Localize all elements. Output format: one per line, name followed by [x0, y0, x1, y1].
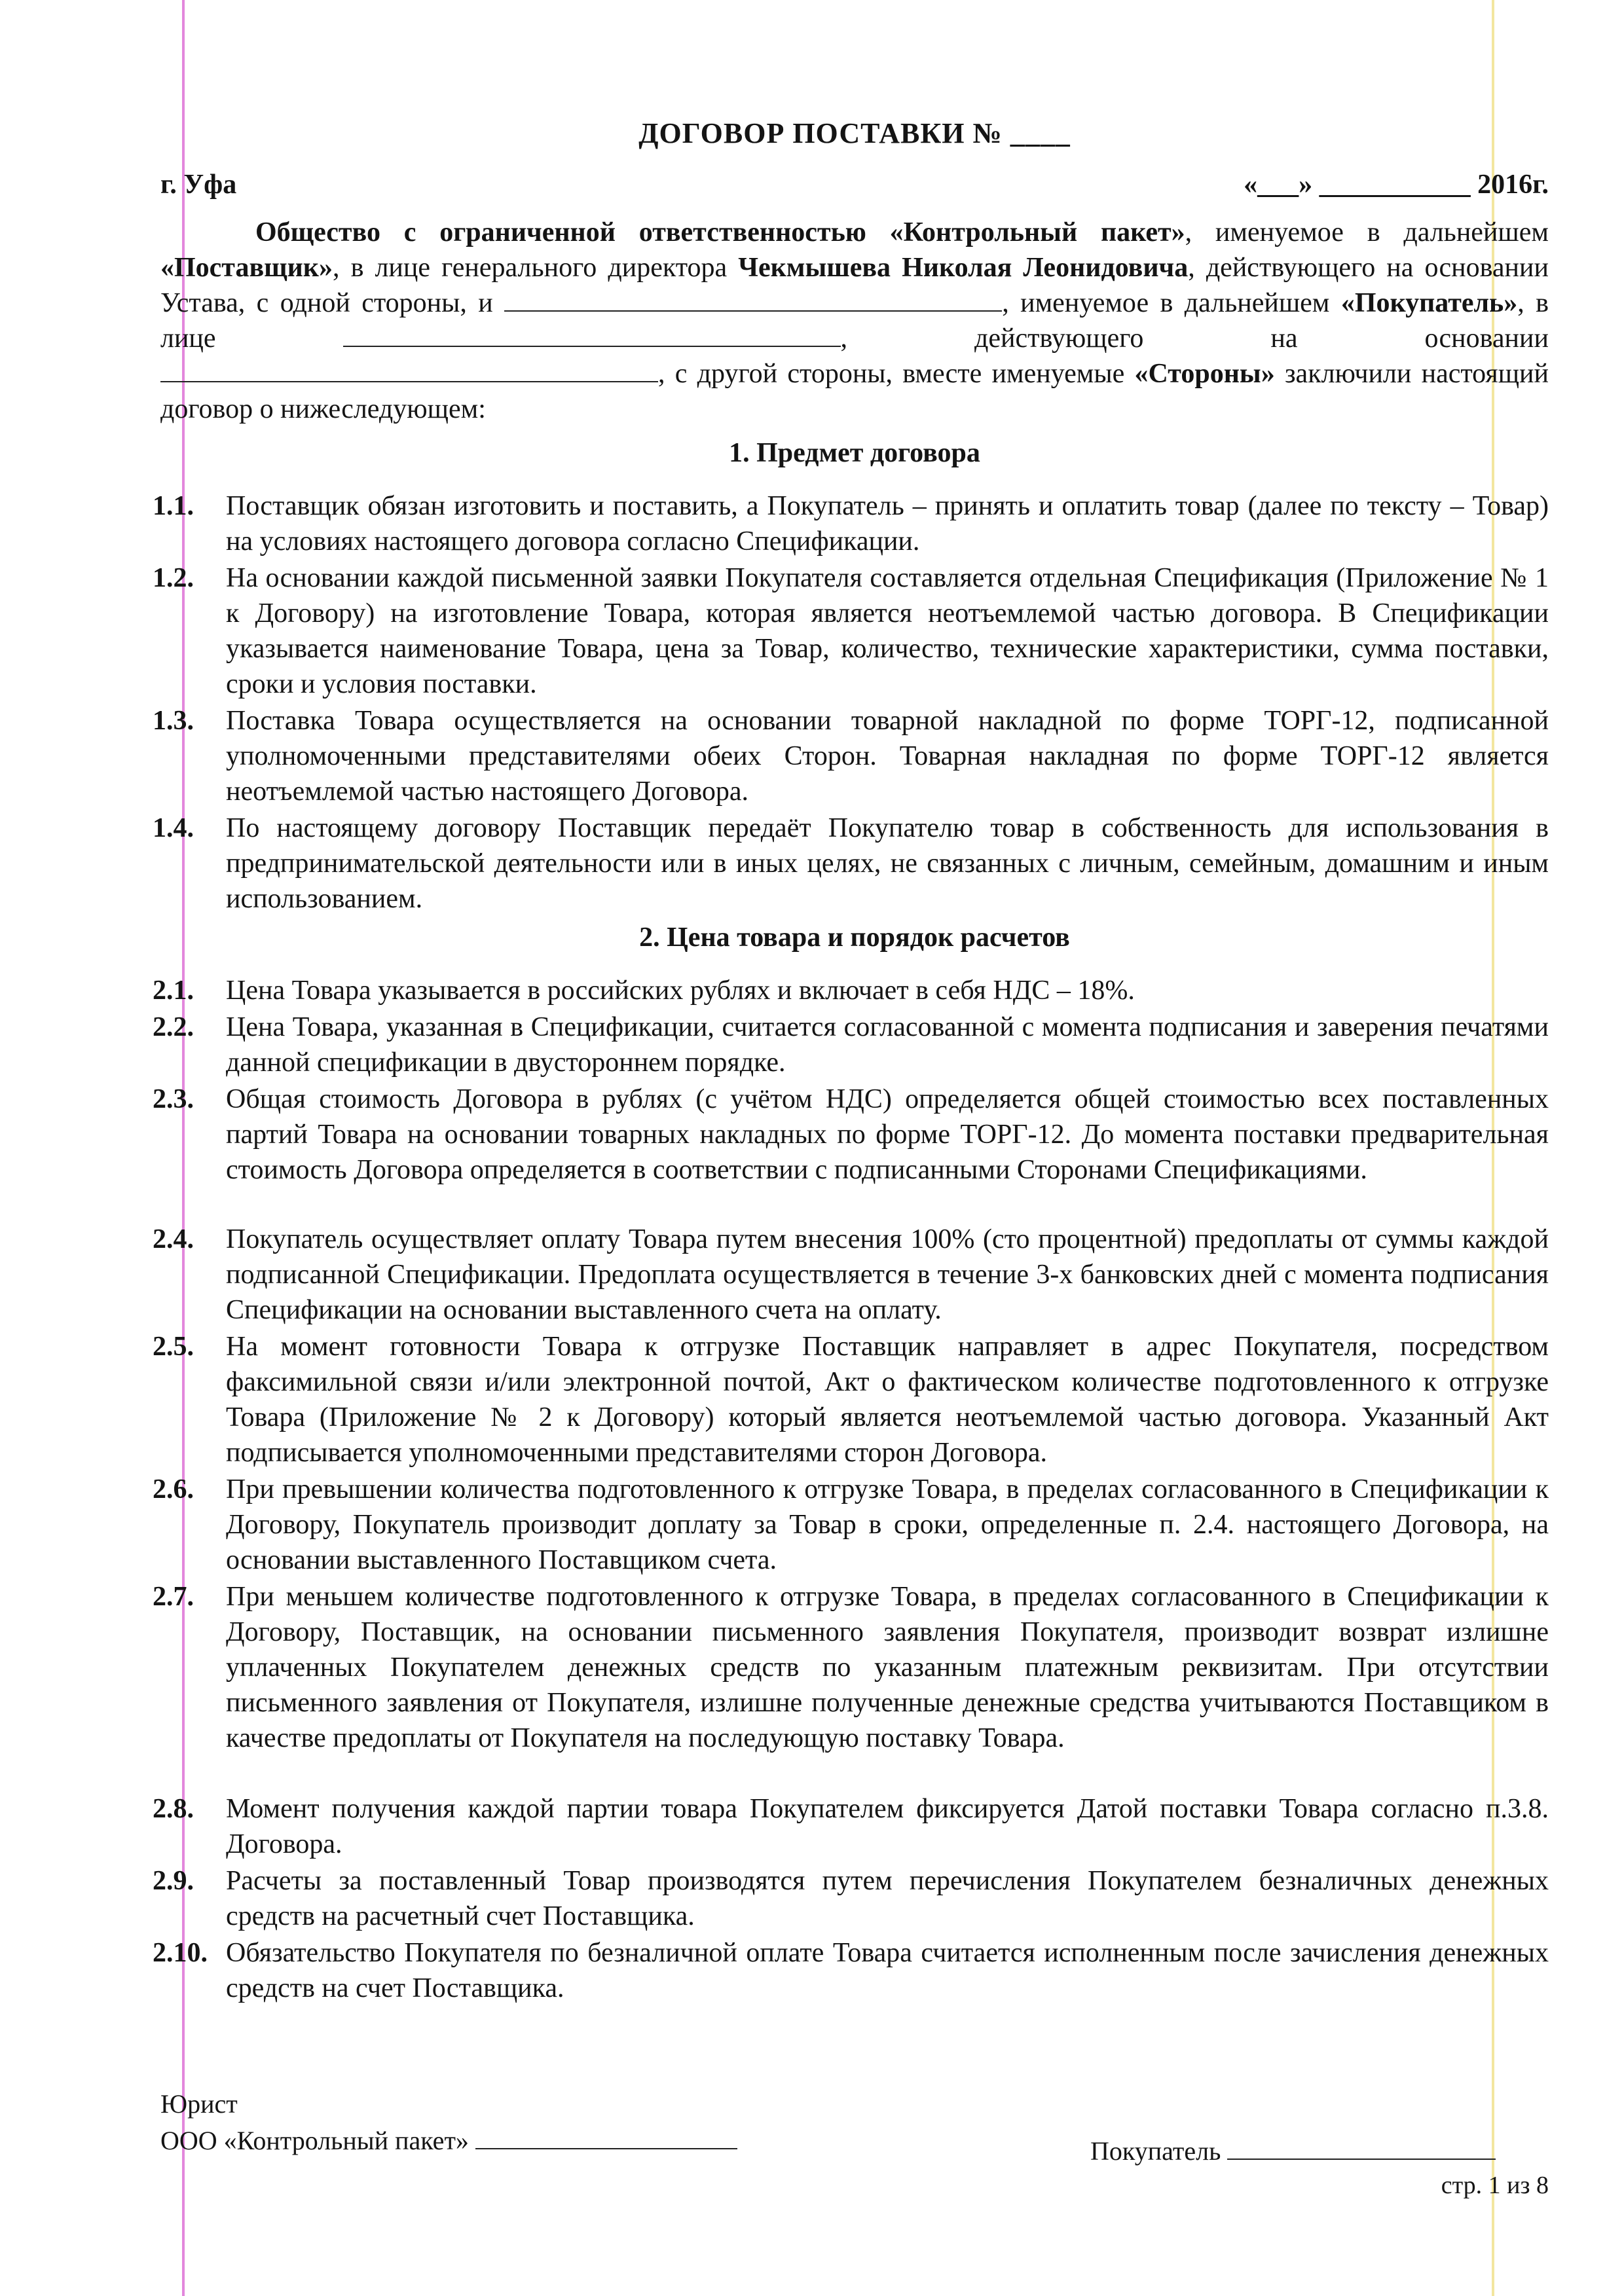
preamble-text: , действующего на основании — [840, 323, 1549, 354]
preamble-text: , действующего на основании Устава, с одной стороны, и — [160, 253, 1549, 318]
parties-term: «Стороны» — [1134, 359, 1275, 389]
buyer-term: «Покупатель» — [1340, 288, 1518, 318]
preamble-text: , в лице — [160, 288, 1549, 354]
preamble — [160, 215, 1549, 427]
clause-number: 2.7. — [153, 1582, 194, 1612]
clause-text: Общая стоимость Договора в рублях (с учётом НДС) определяется общей стоимостью всех поставленных партий Товара на основании товарных накладных по форме ТОРГ-12. До момента поставки предварительная стоимость Договора определяется в соответствии с подписанными Сторонами Спецификациями. — [226, 1084, 1549, 1185]
clause — [153, 1472, 1549, 1578]
clause-number: 2.9. — [153, 1866, 194, 1896]
basis-blank[interactable] — [160, 361, 658, 382]
clause — [153, 1863, 1549, 1934]
clause-number: 1.3. — [153, 706, 194, 736]
supplier-signature-line[interactable] — [475, 2128, 737, 2149]
clause — [153, 973, 1549, 1008]
clause — [153, 488, 1549, 559]
clause-text: По настоящему договору Поставщик передаёт Покупателю товар в собственность для использования в предпринимательской деятельности или в иных целях, не связанных с личным, семейным, домашним и иным использованием. — [226, 813, 1549, 914]
company-name: ООО «Контрольный пакет» — [160, 2126, 469, 2155]
clause-number: 2.6. — [153, 1474, 194, 1504]
preamble-text: , с другой стороны, вместе именуемые — [658, 359, 1135, 389]
buyer-name-blank[interactable] — [504, 291, 1002, 312]
clause — [153, 1082, 1549, 1188]
clause-number: 1.2. — [153, 563, 194, 593]
clause-number: 2.5. — [153, 1332, 194, 1362]
clause-number: 2.2. — [153, 1012, 194, 1042]
clause-text: Поставщик обязан изготовить и поставить, а Покупатель – принять и оплатить товар (далее по тексту – Товар) на условиях настоящего договора согласно Спецификации. — [226, 491, 1549, 556]
section-heading-2: 2. Цена товара и порядок расчетов — [639, 922, 1070, 953]
supplier-name: Общество с ограниченной ответственностью «Контрольный пакет» — [255, 217, 1185, 247]
clause-number: 2.8. — [153, 1794, 194, 1824]
section-heading-1: 1. Предмет договора — [729, 438, 980, 468]
clause — [153, 560, 1549, 702]
buyer-signature-line[interactable] — [1227, 2139, 1496, 2160]
signature-company — [160, 2125, 737, 2156]
contract-date: «___» ___________ 2016г. — [1244, 170, 1549, 200]
buyer-signature — [1090, 2136, 1496, 2166]
buyer-representative-blank[interactable] — [343, 326, 841, 347]
director-name: Чекмышева Николая Леонидовича — [738, 253, 1189, 283]
signature-role: Юрист — [160, 2089, 238, 2119]
clause — [153, 1222, 1549, 1328]
clause-text: При меньшем количестве подготовленного к отгрузке Товара, в пределах согласованного в Спецификации к Договору, Поставщик, на основании письменного заявления Покупателя, производит возврат излишне уплаченных Покупателем денежных средств по указанным платежным реквизитам. При отсутствии письменного заявления от Покупателя, излишне полученные денежные средства учитываются Поставщиком в качестве предоплаты от Покупателя на последующую поставку Товара. — [226, 1582, 1549, 1753]
clause-text: На момент готовности Товара к отгрузке Поставщик направляет в адрес Покупателя, посредством факсимильной связи и/или электронной почтой, Акт о фактическом количестве подготовленного к отгрузке Товара (Приложение № 2 к Договору) который является неотъемлемой частью договора. Указанный Акт подписывается уполномоченными представителями сторон Договора. — [226, 1332, 1549, 1468]
preamble-text: , в лице генерального директора — [333, 253, 739, 283]
clause-text: Обязательство Покупателя по безналичной оплате Товара считается исполненным после зачисления денежных средств на счет Поставщика. — [226, 1938, 1549, 2003]
clause-number: 2.4. — [153, 1224, 194, 1254]
city: г. Уфа — [160, 170, 237, 200]
clause-number: 1.1. — [153, 491, 194, 521]
clause-text: Момент получения каждой партии товара Покупателем фиксируется Датой поставки Товара согласно п.3.8. Договора. — [226, 1794, 1549, 1859]
clause-text: Расчеты за поставленный Товар производятся путем перечисления Покупателем безналичных денежных средств на расчетный счет Поставщика. — [226, 1866, 1549, 1931]
clause — [153, 1579, 1549, 1756]
preamble-text: , именуемое в дальнейшем — [1002, 288, 1341, 318]
clause-text: На основании каждой письменной заявки Покупателя составляется отдельная Спецификация (Приложение № 1 к Договору) на изготовление Товара, которая является неотъемлемой частью договора. В Спецификации указывается наименование Товара, цена за Товар, количество, технические характеристики, сумма поставки, сроки и условия поставки. — [226, 563, 1549, 699]
document-title: ДОГОВОР ПОСТАВКИ № ____ — [638, 117, 1071, 149]
clause — [153, 703, 1549, 809]
preamble-text: заключили настоящий договор о нижеследующем: — [160, 359, 1549, 424]
document-page — [153, 0, 1549, 2296]
clause-number: 2.10. — [153, 1938, 208, 1968]
clause — [153, 1010, 1549, 1080]
supplier-term: «Поставщик» — [160, 253, 333, 283]
clause-number: 2.3. — [153, 1084, 194, 1114]
clause — [153, 1935, 1549, 2006]
clause-text: Цена Товара, указанная в Спецификации, считается согласованной с момента подписания и заверения печатями данной спецификации в двустороннем порядке. — [226, 1012, 1549, 1078]
clause-number: 2.1. — [153, 975, 194, 1006]
buyer-label: Покупатель — [1090, 2136, 1221, 2166]
clause — [153, 1329, 1549, 1470]
clause-text: Поставка Товара осуществляется на основании товарной накладной по форме ТОРГ-12, подписанной уполномоченными представителями обеих Сторон. Товарная накладная по форме ТОРГ-12 является неотъемлемой частью настоящего Договора. — [226, 706, 1549, 807]
clause-text: Покупатель осуществляет оплату Товара путем внесения 100% (сто процентной) предоплаты от суммы каждой подписанной Спецификации. Предоплата осуществляется в течение 3-х банковских дней с момента подписания Спецификации на основании выставленного счета на оплату. — [226, 1224, 1549, 1325]
clause-text: Цена Товара указывается в российских рублях и включает в себя НДС – 18%. — [226, 975, 1135, 1006]
clause — [153, 1791, 1549, 1862]
page-number: стр. 1 из 8 — [1441, 2172, 1549, 2199]
clause-number: 1.4. — [153, 813, 194, 843]
clause — [153, 811, 1549, 917]
preamble-text: , именуемое в дальнейшем — [1185, 217, 1549, 247]
clause-text: При превышении количества подготовленного к отгрузке Товара, в пределах согласованного в Спецификации к Договору, Покупатель производит доплату за Товар в сроки, определенные п. 2.4. настоящего Договора, на основании выставленного Поставщиком счета. — [226, 1474, 1549, 1575]
